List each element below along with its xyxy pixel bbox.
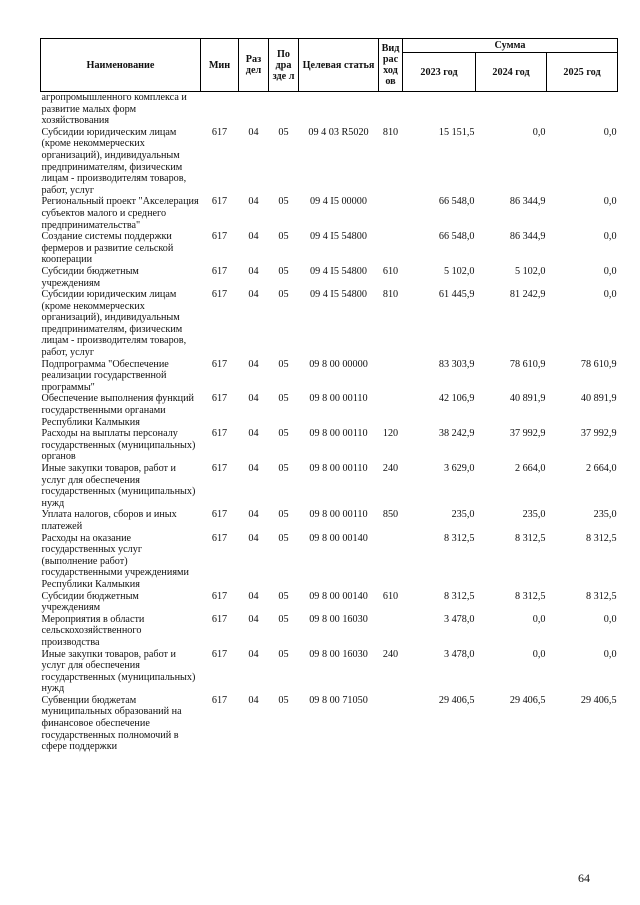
cell-name: Мероприятия в области сельскохозяйственного производства <box>41 613 145 648</box>
cell-name: Создание системы поддержки фермеров и развитие сельской кооперации <box>41 231 174 266</box>
cell-sum-2023: 3 478,0 <box>443 613 475 625</box>
cell-sum-2024: 86 344,9 <box>509 196 546 208</box>
cell-podrazdel: 05 <box>278 613 289 625</box>
cell-min: 617 <box>211 196 228 208</box>
cell-name: Субсидии бюджетным учреждениям <box>41 265 139 289</box>
cell-min: 617 <box>211 694 228 706</box>
cell-sum-2025: 0,0 <box>603 231 617 243</box>
cell-min: 617 <box>211 231 228 243</box>
table-body <box>41 92 618 753</box>
table-row <box>41 649 618 695</box>
cell-target-article: 09 8 00 00140 <box>309 590 368 602</box>
cell-razdel: 04 <box>248 393 259 405</box>
cell-expense-type: 610 <box>382 265 399 277</box>
cell-target-article: 09 4 I5 54800 <box>310 231 367 243</box>
cell-sum-2024 <box>476 92 547 127</box>
cell-target-article: 09 4 I5 54800 <box>310 265 367 277</box>
cell-expense-type: 240 <box>382 648 399 660</box>
cell-target-article: 09 8 00 00110 <box>309 393 368 405</box>
cell-expense-type: 610 <box>382 590 399 602</box>
cell-podrazdel: 05 <box>278 265 289 277</box>
cell-expense-type <box>379 393 403 428</box>
cell-sum-2025: 0,0 <box>603 289 617 301</box>
table-row <box>41 428 618 463</box>
cell-sum-2024: 40 891,9 <box>509 393 546 405</box>
cell-sum-2023: 61 445,9 <box>438 289 475 301</box>
cell-razdel: 04 <box>248 463 259 474</box>
cell-sum-2025: 8 312,5 <box>585 532 617 544</box>
cell-podrazdel: 05 <box>278 231 289 243</box>
cell-name: Расходы на выплаты персоналу государственных (муниципальных) органов <box>41 428 196 463</box>
cell-podrazdel: 05 <box>278 463 289 474</box>
cell-podrazdel: 05 <box>278 358 289 370</box>
header-min: Мин <box>201 39 239 92</box>
cell-min: 617 <box>211 509 228 521</box>
cell-podrazdel: 05 <box>278 648 289 660</box>
cell-sum-2024: 86 344,9 <box>509 231 546 243</box>
cell-name: Расходы на оказание государственных услуг (выполнение работ) государственными учреждениями Республики Калмыкия <box>41 532 189 590</box>
cell-expense-type <box>379 231 403 266</box>
cell-sum-2023: 83 303,9 <box>438 358 475 370</box>
cell-min: 617 <box>211 590 228 602</box>
table-row <box>41 614 618 649</box>
cell-podrazdel: 05 <box>278 694 289 706</box>
cell-expense-type <box>379 196 403 231</box>
cell-target-article: 09 8 00 00000 <box>309 358 368 370</box>
header-target-article: Целевая статья <box>299 39 379 92</box>
cell-razdel: 04 <box>248 509 259 521</box>
cell-name: Субсидии юридическим лицам (кроме некоммерческих организаций), индивидуальным предпринимателям, физическим лицам - производителям товаров, работ, услуг <box>41 126 187 196</box>
cell-name: Уплата налогов, сборов и иных платежей <box>41 509 177 532</box>
cell-name: Иные закупки товаров, работ и услуг для обеспечения государственных (муниципальных) нужд <box>41 463 196 509</box>
cell-razdel: 04 <box>248 648 259 660</box>
cell-expense-type: 810 <box>382 126 399 138</box>
cell-sum-2025: 0,0 <box>603 265 617 277</box>
cell-expense-type <box>379 359 403 394</box>
table-row <box>41 289 618 359</box>
cell-razdel: 04 <box>248 532 259 544</box>
cell-sum-2024: 0,0 <box>532 648 546 660</box>
cell-expense-type <box>379 533 403 591</box>
header-year-2024: 2024 год <box>476 53 547 92</box>
cell-podrazdel: 05 <box>278 532 289 544</box>
cell-podrazdel: 05 <box>278 393 289 405</box>
table-row <box>41 393 618 428</box>
cell-sum-2025: 2 664,0 <box>585 463 617 474</box>
cell-expense-type: 850 <box>382 509 399 521</box>
cell-podrazdel <box>269 92 299 127</box>
cell-sum-2024: 235,0 <box>522 509 546 521</box>
cell-sum-2023: 66 548,0 <box>438 196 475 208</box>
cell-expense-type <box>379 92 403 127</box>
cell-sum-2024: 8 312,5 <box>514 590 546 602</box>
header-year-2023: 2023 год <box>403 53 476 92</box>
cell-target-article: 09 8 00 00110 <box>309 428 368 440</box>
cell-razdel <box>239 92 269 127</box>
cell-expense-type: 120 <box>382 428 399 440</box>
cell-expense-type <box>379 614 403 649</box>
cell-name: Субсидии бюджетным учреждениям <box>41 590 139 614</box>
cell-podrazdel: 05 <box>278 126 289 138</box>
cell-sum-2024: 8 312,5 <box>514 532 546 544</box>
cell-sum-2023: 3 478,0 <box>443 648 475 660</box>
cell-sum-2025: 8 312,5 <box>585 590 617 602</box>
cell-target-article: 09 8 00 00110 <box>309 463 368 474</box>
cell-name: агропромышленного комплекса и развитие малых форм хозяйствования <box>41 92 187 127</box>
cell-sum-2024: 37 992,9 <box>509 428 546 440</box>
cell-min <box>201 92 239 127</box>
cell-sum-2025: 0,0 <box>603 196 617 208</box>
cell-podrazdel: 05 <box>278 196 289 208</box>
cell-sum-2025: 0,0 <box>603 126 617 138</box>
cell-sum-2023: 38 242,9 <box>438 428 475 440</box>
table-row <box>41 127 618 197</box>
cell-target-article: 09 8 00 00110 <box>309 509 368 521</box>
cell-sum-2023: 42 106,9 <box>438 393 475 405</box>
header-expense-type: Вид рас ход ов <box>379 39 403 92</box>
cell-podrazdel: 05 <box>278 590 289 602</box>
cell-expense-type <box>379 695 403 753</box>
cell-razdel: 04 <box>248 613 259 625</box>
header-razdel: Раз дел <box>239 39 269 92</box>
table-row <box>41 92 618 127</box>
cell-target-article: 09 8 00 00140 <box>309 532 368 544</box>
table-row <box>41 196 618 231</box>
cell-sum-2025: 40 891,9 <box>580 393 617 405</box>
cell-razdel: 04 <box>248 231 259 243</box>
cell-min: 617 <box>211 265 228 277</box>
cell-target-article: 09 8 00 16030 <box>309 648 368 660</box>
cell-sum-2023: 29 406,5 <box>438 694 475 706</box>
cell-expense-type: 810 <box>382 289 399 301</box>
cell-min: 617 <box>211 393 228 405</box>
cell-target-article: 09 8 00 71050 <box>309 694 368 706</box>
cell-sum-2025: 235,0 <box>593 509 617 521</box>
cell-sum-2023 <box>403 92 476 127</box>
cell-sum-2024: 78 610,9 <box>509 358 546 370</box>
cell-min: 617 <box>211 532 228 544</box>
cell-min: 617 <box>211 289 228 301</box>
table-row <box>41 463 618 509</box>
cell-target-article: 09 4 I5 54800 <box>310 289 367 301</box>
cell-target-article: 09 8 00 16030 <box>309 613 368 625</box>
cell-target-article <box>299 92 379 127</box>
table-row <box>41 695 618 753</box>
cell-podrazdel: 05 <box>278 509 289 521</box>
cell-podrazdel: 05 <box>278 289 289 301</box>
header-year-2025: 2025 год <box>547 53 618 92</box>
cell-sum-2023: 8 312,5 <box>443 590 475 602</box>
cell-min: 617 <box>211 126 228 138</box>
cell-razdel: 04 <box>248 590 259 602</box>
cell-min: 617 <box>211 648 228 660</box>
cell-sum-2024: 81 242,9 <box>509 289 546 301</box>
cell-sum-2025: 0,0 <box>603 613 617 625</box>
cell-sum-2025 <box>547 92 618 127</box>
cell-min: 617 <box>211 463 228 474</box>
cell-sum-2025: 0,0 <box>603 648 617 660</box>
cell-sum-2023: 235,0 <box>451 509 475 521</box>
header-name: Наименование <box>41 39 201 92</box>
cell-name: Субвенции бюджетам муниципальных образований на финансовое обеспечение государственных полномочий в сфере поддержки <box>41 694 182 753</box>
cell-sum-2024: 2 664,0 <box>514 463 546 474</box>
cell-sum-2023: 15 151,5 <box>438 126 475 138</box>
cell-name: Субсидии юридическим лицам (кроме некоммерческих организаций), индивидуальным предпринимателям, физическим лицам - производителям товаров, работ, услуг <box>41 289 187 359</box>
cell-sum-2023: 3 629,0 <box>443 463 475 474</box>
cell-target-article: 09 4 I5 00000 <box>310 196 367 208</box>
cell-sum-2024: 5 102,0 <box>514 265 546 277</box>
header-podrazdel: По дра зде л <box>269 39 299 92</box>
table-row <box>41 231 618 266</box>
cell-name: Региональный проект "Акселерация субъектов малого и среднего предпринимательства" <box>41 196 199 231</box>
cell-name: Обеспечение выполнения функций государственными органами Республики Калмыкия <box>41 393 194 428</box>
cell-podrazdel: 05 <box>278 428 289 440</box>
table-row <box>41 266 618 289</box>
cell-min: 617 <box>211 428 228 440</box>
cell-min: 617 <box>211 613 228 625</box>
cell-sum-2023: 8 312,5 <box>443 532 475 544</box>
cell-target-article: 09 4 03 R5020 <box>308 126 369 138</box>
cell-min: 617 <box>211 358 228 370</box>
cell-name: Иные закупки товаров, работ и услуг для обеспечения государственных (муниципальных) нужд <box>41 648 196 695</box>
cell-razdel: 04 <box>248 358 259 370</box>
cell-razdel: 04 <box>248 265 259 277</box>
page-number: 64 <box>578 871 590 885</box>
header-sum: Сумма <box>403 39 618 53</box>
cell-razdel: 04 <box>248 694 259 706</box>
cell-sum-2024: 0,0 <box>532 126 546 138</box>
cell-sum-2025: 78 610,9 <box>580 358 617 370</box>
table-header <box>41 39 618 92</box>
table-row <box>41 533 618 591</box>
cell-razdel: 04 <box>248 428 259 440</box>
cell-razdel: 04 <box>248 289 259 301</box>
cell-sum-2023: 66 548,0 <box>438 231 475 243</box>
cell-sum-2023: 5 102,0 <box>443 265 475 277</box>
cell-sum-2024: 29 406,5 <box>509 694 546 706</box>
cell-sum-2025: 29 406,5 <box>580 694 617 706</box>
cell-sum-2024: 0,0 <box>532 613 546 625</box>
table-row <box>41 591 618 614</box>
cell-name: Подпрограмма "Обеспечение реализации государственной программы" <box>41 358 169 393</box>
cell-expense-type: 240 <box>382 463 399 474</box>
table-row <box>41 359 618 394</box>
cell-sum-2025: 37 992,9 <box>580 428 617 440</box>
cell-razdel: 04 <box>248 126 259 138</box>
budget-table <box>40 38 618 753</box>
table-row <box>41 509 618 532</box>
cell-razdel: 04 <box>248 196 259 208</box>
